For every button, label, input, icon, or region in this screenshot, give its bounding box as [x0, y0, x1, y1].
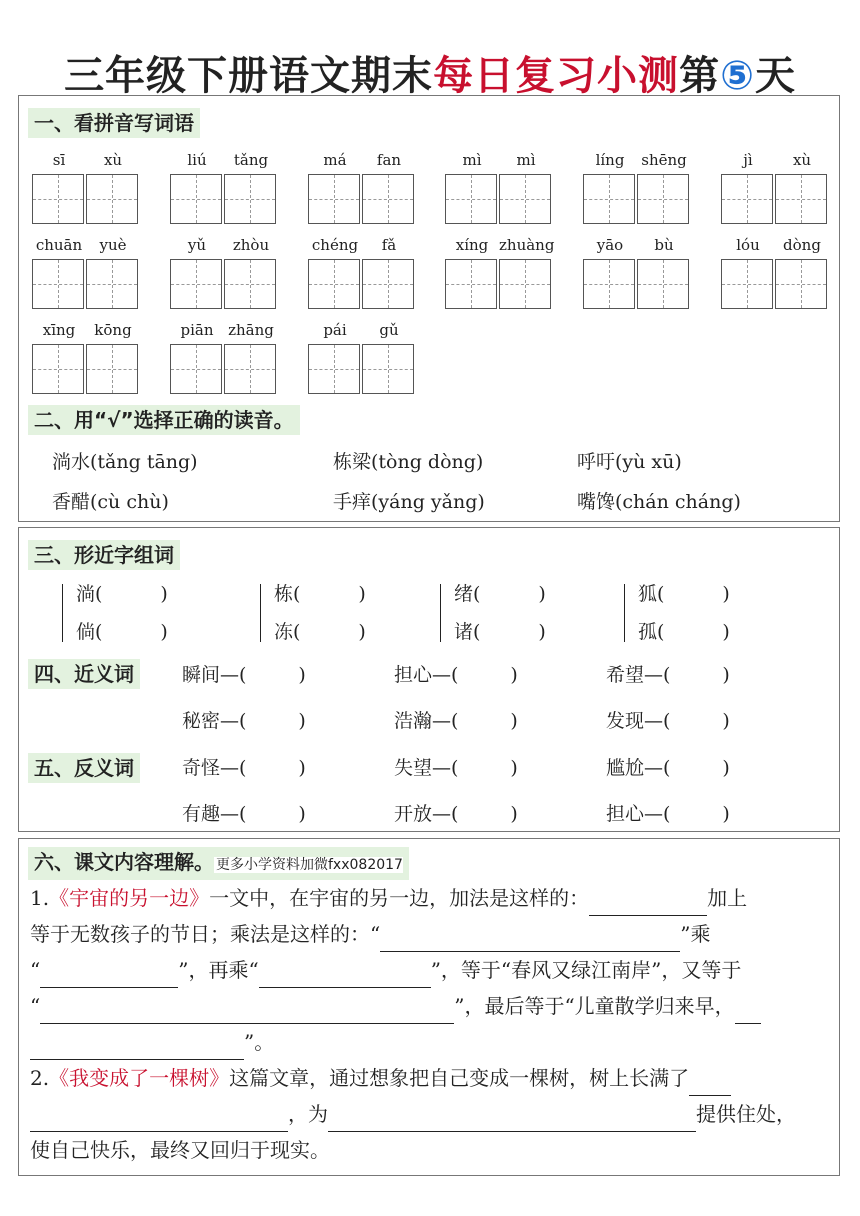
section-1-heading: 一、看拼音写词语	[28, 108, 200, 138]
word-item[interactable]: 担心—( )	[606, 803, 730, 825]
blank[interactable]	[40, 997, 454, 1024]
writing-cell[interactable]	[445, 259, 497, 309]
pinyin-word[interactable]	[308, 320, 416, 394]
pinyin-label: mì mì	[462, 151, 536, 169]
writing-grid[interactable]	[445, 174, 553, 224]
choice-item[interactable]: 呼吁(yù xū)	[577, 451, 682, 473]
pinyin-word[interactable]	[32, 150, 140, 224]
writing-grid[interactable]	[308, 344, 416, 394]
writing-cell[interactable]	[308, 344, 360, 394]
writing-cell[interactable]	[362, 174, 414, 224]
question-1: 1.《宇宙的另一边》一文中，在宇宙的另一边，加法是这样的： 加上 等于无数孩子的节日；乘法是这样的：“ ”乘 “ ”，再乘“ ”，等于“春风又绿江南岸”，又等于 “ ”，最后等于“儿童散学归来早， ”。	[30, 880, 832, 1060]
pinyin-word[interactable]	[583, 150, 691, 224]
section-5-heading: 五、反义词	[28, 753, 140, 783]
writing-cell[interactable]	[224, 344, 276, 394]
writing-cell[interactable]	[583, 259, 635, 309]
writing-grid[interactable]	[583, 259, 691, 309]
pinyin-label: líng shēng	[595, 151, 687, 169]
blank[interactable]	[380, 925, 680, 952]
writing-grid[interactable]	[170, 174, 278, 224]
word-item[interactable]: 有趣—( )	[182, 803, 306, 825]
writing-cell[interactable]	[86, 259, 138, 309]
pinyin-word[interactable]	[308, 150, 416, 224]
pinyin-label: piān zhāng	[180, 321, 274, 339]
blank[interactable]	[40, 961, 178, 988]
char-pair[interactable]: 绪( ) 诸( )	[454, 583, 546, 643]
pinyin-word[interactable]	[170, 235, 278, 309]
writing-cell[interactable]	[308, 259, 360, 309]
pinyin-word[interactable]	[170, 150, 278, 224]
writing-cell[interactable]	[775, 259, 827, 309]
pinyin-label: má fan	[323, 151, 402, 169]
word-item[interactable]: 浩瀚—( )	[394, 710, 518, 732]
char-pair[interactable]: 栋( ) 冻( )	[274, 583, 366, 643]
writing-cell[interactable]	[86, 174, 138, 224]
writing-cell[interactable]	[170, 344, 222, 394]
writing-cell[interactable]	[32, 259, 84, 309]
writing-grid[interactable]	[308, 259, 416, 309]
section-6-heading: 六、课文内容理解。 更多小学资料加微fxx082017	[28, 847, 409, 880]
pinyin-label: lóu dòng	[736, 236, 821, 254]
note-text: 更多小学资料加微fxx082017	[216, 857, 403, 873]
page-title: 三年级下册语文期末每日复习小测第⑤天	[64, 53, 796, 99]
pinyin-word[interactable]	[308, 235, 416, 309]
writing-grid[interactable]	[721, 174, 829, 224]
pinyin-word[interactable]	[721, 235, 829, 309]
blank[interactable]	[735, 997, 761, 1024]
writing-grid[interactable]	[170, 344, 278, 394]
choice-item[interactable]: 淌水(tǎng tāng)	[52, 451, 198, 473]
writing-cell[interactable]	[224, 174, 276, 224]
word-item[interactable]: 开放—( )	[394, 803, 518, 825]
writing-cell[interactable]	[170, 259, 222, 309]
writing-cell[interactable]	[308, 174, 360, 224]
word-item[interactable]: 担心—( )	[394, 664, 518, 686]
writing-grid[interactable]	[308, 174, 416, 224]
pinyin-label: pái gǔ	[323, 321, 399, 339]
writing-grid[interactable]	[32, 174, 140, 224]
pinyin-label: yǔ zhòu	[187, 236, 270, 254]
writing-cell[interactable]	[86, 344, 138, 394]
word-item[interactable]: 发现—( )	[606, 710, 730, 732]
brace	[62, 584, 69, 642]
writing-grid[interactable]	[32, 259, 140, 309]
word-item[interactable]: 希望—( )	[606, 664, 730, 686]
writing-cell[interactable]	[637, 174, 689, 224]
writing-cell[interactable]	[170, 174, 222, 224]
brace	[624, 584, 631, 642]
pinyin-word[interactable]	[32, 320, 140, 394]
writing-cell[interactable]	[637, 259, 689, 309]
pinyin-word[interactable]	[445, 150, 553, 224]
writing-cell[interactable]	[445, 174, 497, 224]
section-2-heading: 二、用“√”选择正确的读音。	[28, 405, 300, 435]
brace	[260, 584, 267, 642]
blank[interactable]	[30, 1105, 288, 1132]
word-item[interactable]: 失望—( )	[394, 757, 518, 779]
word-item[interactable]: 尴尬—( )	[606, 757, 730, 779]
pinyin-label: jì xù	[743, 151, 812, 169]
question-2: 2.《我变成了一棵树》这篇文章，通过想象把自己变成一棵树，树上长满了 ，为 提供住处， 使自己快乐，最终又回归于现实。	[30, 1066, 796, 1162]
word-item[interactable]: 秘密—( )	[182, 710, 306, 732]
writing-grid[interactable]	[445, 259, 553, 309]
writing-grid[interactable]	[583, 174, 691, 224]
pinyin-label: xíng zhuàng	[455, 236, 555, 254]
blank[interactable]	[259, 961, 431, 988]
writing-cell[interactable]	[721, 259, 773, 309]
pinyin-word[interactable]	[32, 235, 140, 309]
blank[interactable]	[328, 1105, 696, 1132]
blank[interactable]	[589, 889, 707, 916]
choice-item[interactable]: 栋梁(tòng dòng)	[333, 451, 484, 473]
pinyin-label: sī xù	[52, 151, 123, 169]
writing-cell[interactable]	[362, 259, 414, 309]
writing-cell[interactable]	[721, 174, 773, 224]
pinyin-word[interactable]	[583, 235, 691, 309]
writing-grid[interactable]	[170, 259, 278, 309]
writing-cell[interactable]	[224, 259, 276, 309]
writing-cell[interactable]	[499, 174, 551, 224]
blank[interactable]	[689, 1069, 731, 1096]
choice-item[interactable]: 嘴馋(chán cháng)	[577, 491, 741, 513]
brace	[440, 584, 447, 642]
writing-cell[interactable]	[32, 344, 84, 394]
writing-cell[interactable]	[362, 344, 414, 394]
pinyin-word[interactable]	[445, 235, 553, 309]
pinyin-label: xīng kōng	[42, 321, 132, 339]
pinyin-label: yāo bù	[596, 236, 674, 254]
writing-cell[interactable]	[775, 174, 827, 224]
writing-cell[interactable]	[32, 174, 84, 224]
pinyin-word[interactable]	[721, 150, 829, 224]
section-4-heading: 四、近义词	[28, 659, 140, 689]
char-pair[interactable]: 淌( ) 倘( )	[76, 583, 168, 643]
writing-grid[interactable]	[32, 344, 140, 394]
writing-cell[interactable]	[499, 259, 551, 309]
pinyin-label: chéng fǎ	[311, 236, 397, 254]
choice-item[interactable]: 香醋(cù chù)	[52, 491, 169, 513]
blank[interactable]	[30, 1033, 244, 1060]
pinyin-label: chuān yuè	[35, 236, 127, 254]
writing-cell[interactable]	[583, 174, 635, 224]
word-item[interactable]: 奇怪—( )	[182, 757, 306, 779]
choice-item[interactable]: 手痒(yáng yǎng)	[333, 491, 485, 513]
pinyin-label: liú tǎng	[187, 151, 269, 169]
writing-grid[interactable]	[721, 259, 829, 309]
pinyin-word[interactable]	[170, 320, 278, 394]
section-3-heading: 三、形近字组词	[28, 540, 180, 570]
word-item[interactable]: 瞬间—( )	[182, 664, 306, 686]
char-pair[interactable]: 狐( ) 孤( )	[638, 583, 730, 643]
